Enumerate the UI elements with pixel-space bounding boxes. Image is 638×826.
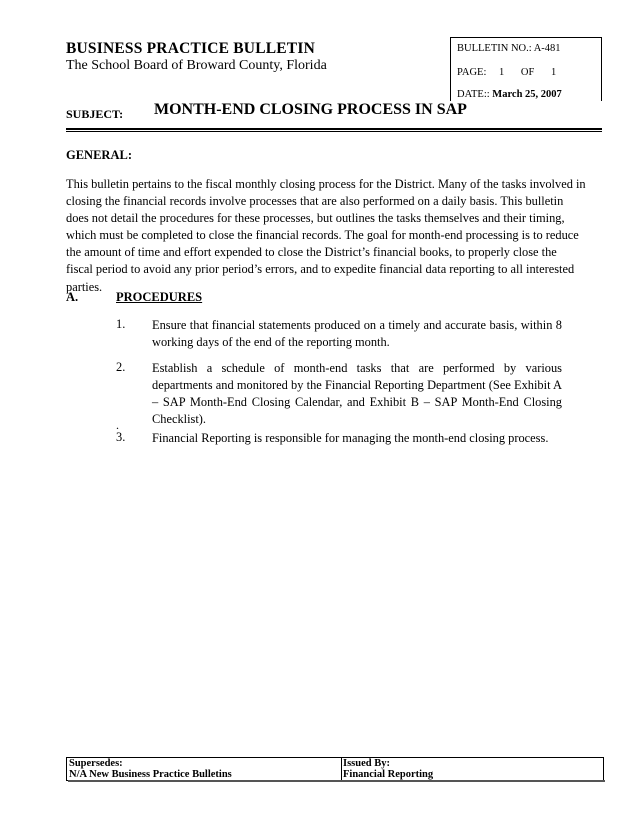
supersedes-value: N/A New Business Practice Bulletins [69,769,232,780]
supersedes-cell [67,758,342,780]
subject-title: MONTH-END CLOSING PROCESS IN SAP [154,101,467,118]
procedure-item-2: Establish a schedule of month-end tasks that are performed by various departments and monitored by the Financial Reporting Department (See Exhibit A – SAP Month-End Closing Calendar, and Exhibit B – SAP Month-End Closing Checklist). [152,361,562,427]
page-indicator [457,67,556,78]
general-heading: GENERAL: [66,148,132,162]
bulletin-number: BULLETIN NO.: A-481 [457,43,561,54]
bulletin-meta-box [450,37,602,101]
page-total: 1 [550,67,557,78]
procedures-heading: PROCEDURES [116,290,203,304]
footer-table [66,757,604,781]
item-number-1: 1. [116,317,126,331]
item-number-3: 3. [116,430,126,444]
bulletin-title: BUSINESS PRACTICE BULLETIN [66,40,315,57]
supersedes-label: Supersedes: [69,758,123,769]
subject-label: SUBJECT: [66,107,124,121]
stray-mark: . [116,418,119,432]
date-value: March 25, 2007 [492,89,562,100]
header-divider-thin [66,131,602,132]
page-of: OF [520,67,535,78]
section-letter: A. [66,290,79,304]
procedure-item-1: Ensure that financial statements produced on a timely and accurate basis, within 8 working days of the end of the reporting month. [152,318,562,350]
header-divider [66,128,602,130]
footer-shadow [68,780,605,782]
issued-by-label: Issued By: [343,758,390,769]
bulletin-date [457,89,562,100]
page-label: PAGE: [457,67,487,78]
general-paragraph: This bulletin pertains to the fiscal monthly closing process for the District. Many of the tasks involved in closing the financial records involve processes that are also performed on a daily basis. This bulletin does not detail the procedures for these processes, but outlines the tasks themselves and their timing, which must be completed to close the financial records. The goal for month-end processing is to reduce the amount of time and effort expended to close the District’s financial books, to properly close the fiscal period to avoid any prior period’s errors, and to expedite financial data reporting to all interested parties. [66,177,586,294]
procedure-item-3: Financial Reporting is responsible for managing the month-end closing process. [152,431,549,445]
issued-by-value: Financial Reporting [343,769,434,780]
organization-name: The School Board of Broward County, Florida [66,58,327,73]
page-number: 1 [499,67,505,78]
item-number-2: 2. [116,360,126,374]
issued-by-cell [341,758,603,780]
date-label: DATE:: [457,89,490,100]
